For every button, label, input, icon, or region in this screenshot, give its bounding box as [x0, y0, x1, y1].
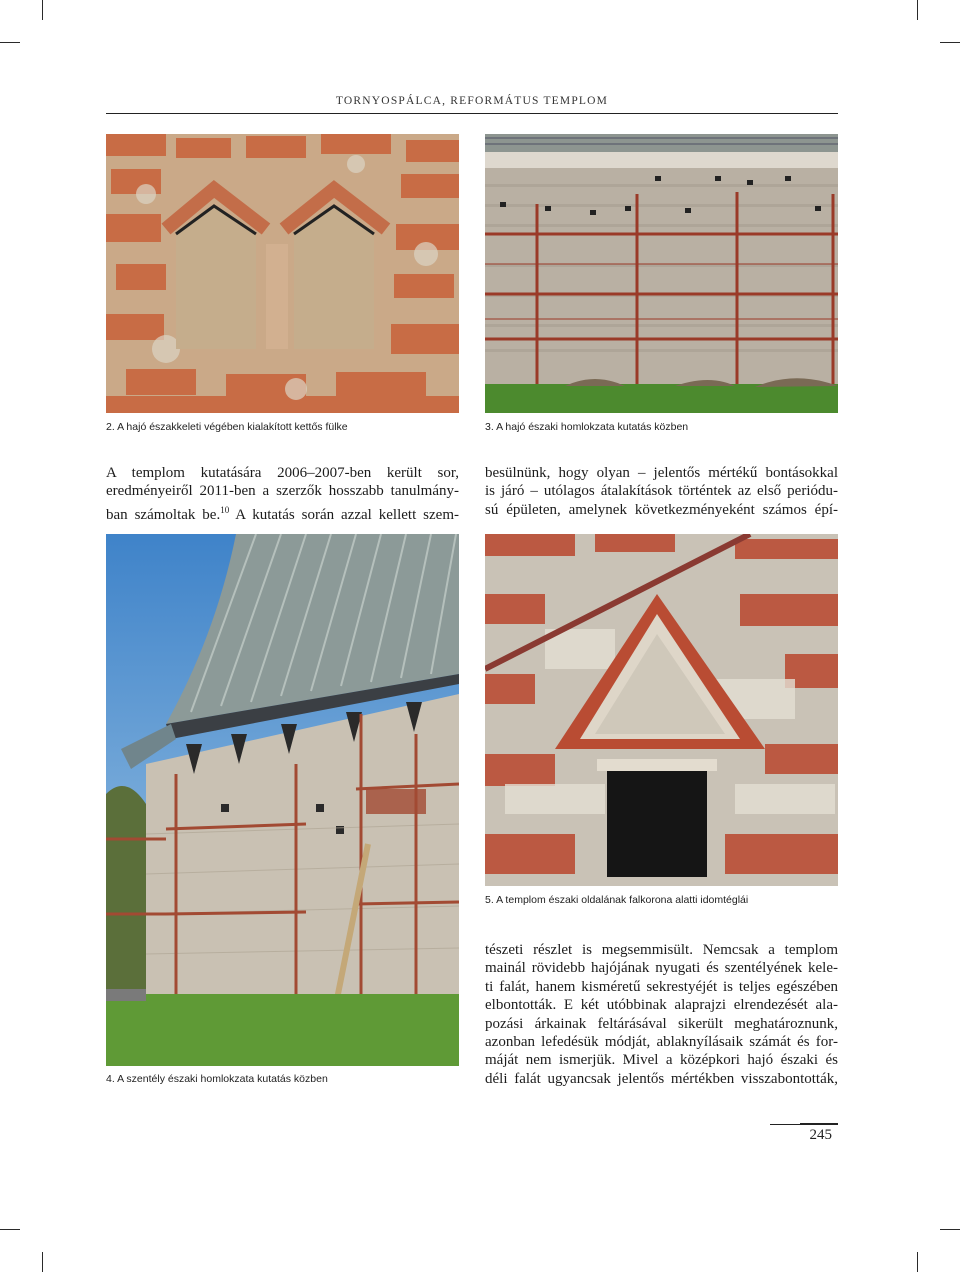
header-rule	[106, 113, 838, 114]
crop-mark	[42, 1252, 43, 1272]
figure-3-photo	[485, 134, 838, 413]
text-line	[106, 501, 459, 524]
figure-3-caption: 3. A hajó északi homlokzata kutatás közben	[485, 421, 689, 433]
crop-mark	[940, 1229, 960, 1230]
crop-mark	[0, 42, 20, 43]
body-text-block	[106, 464, 459, 524]
figure-4-photo	[106, 534, 459, 1066]
text-line: A templom kutatására 2006–2007-ben került sor,	[106, 465, 459, 481]
text-line: eredményeiről 2011-ben a szerzők hosszabb tanulmány-	[106, 483, 459, 500]
figure-2-photo	[106, 134, 459, 413]
figure-2-caption: 2. A hajó északkeleti végében kialakított kettős fülke	[106, 421, 348, 433]
figure-5-photo	[485, 534, 838, 886]
crop-mark	[42, 0, 43, 20]
running-head: TORNYOSPÁLCA, REFORMÁTUS TEMPLOM	[335, 95, 609, 107]
page-number: 245	[809, 1127, 832, 1143]
crop-mark	[940, 42, 960, 43]
text-fragment: ban számoltak be.	[106, 506, 221, 523]
text-line: sú épületen, amelynek következményeként számos épí-	[485, 501, 838, 518]
figure-5-caption: 5. A templom északi oldalának falkorona alatti idomtéglái	[485, 894, 749, 906]
text-line: ti falát, hanem kisméretű sekrestyéjét is teljes egészében	[485, 978, 838, 995]
footnote-reference: 10	[220, 504, 230, 515]
text-line: is járó – utólagos átalakítások történtek az első periódu-	[485, 483, 838, 500]
text-fragment: A kutatás során azzal kellett szem-	[229, 506, 459, 523]
crop-mark	[917, 1252, 918, 1272]
text-line: déli falát ugyancsak jelentős mértékben visszabontották,	[485, 1070, 838, 1087]
body-text-block	[485, 941, 838, 1088]
text-line: tészeti részlet is megsemmisült. Nemcsak a templom	[485, 942, 838, 958]
text-line: azonban lefedésük módját, ablaknyílásaik számát és for-	[485, 1034, 838, 1051]
crop-mark	[0, 1229, 20, 1230]
crop-mark	[917, 0, 918, 20]
text-line: pozási árkainak feltárásával sikerült meghatároznunk,	[485, 1015, 838, 1032]
text-line: máját nem ismerjük. Mivel a középkori hajó északi és	[485, 1052, 838, 1069]
text-line: besülnünk, hogy olyan – jelentős mértékű bontásokkal	[485, 465, 838, 481]
text-line: mainál rövidebb hajójának nyugati és szentélyének kele-	[485, 960, 838, 977]
figure-4-caption: 4. A szentély északi homlokzata kutatás közben	[106, 1073, 328, 1085]
text-line: elbontották. E két utóbbinak alaprajzi elrendezését ala-	[485, 997, 838, 1014]
footer-rule-accent	[800, 1123, 838, 1125]
body-text-block	[485, 464, 838, 519]
